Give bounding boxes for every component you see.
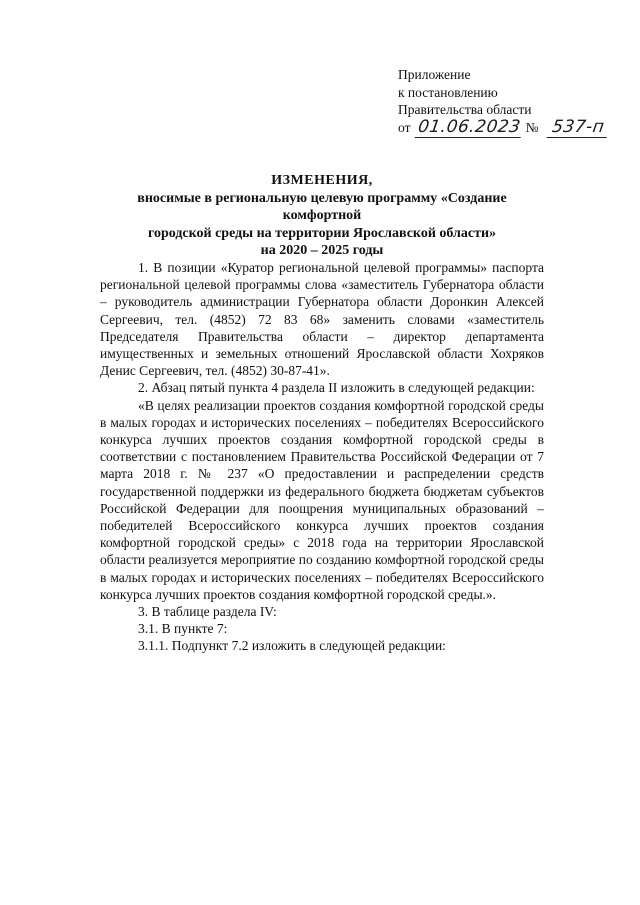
- title-line-2: вносимые в региональную целевую программу «Создание комфортной: [137, 190, 507, 223]
- date-prefix: от: [398, 119, 411, 135]
- handwritten-number: 537-п: [547, 119, 610, 138]
- paragraph-3-quote: «В целях реализации проектов создания комфортной городской среды в малых городах и исторических поселениях – победителях Всероссийского конкурса лучших проектов создания комфортной городской среды в соответствии с постановлением Правительства Российской Федерации от 7 марта 2018 г. № 237 «О предоставлении и распределении средств государственной поддержки из федерального бюджета бюджетам субъектов Российской Федерации для поощрения муниципальных образований – победителей Всероссийского конкурса лучших проектов создания комфортной городской среды» с 2018 года на территории Ярославской области реализуется мероприятие по созданию комфортной городской среды в малых городах и исторических поселениях – победителях Всероссийского конкурса лучших проектов создания комфортной городской среды.».: [100, 397, 544, 602]
- handwritten-date: 01.06.2023: [415, 119, 524, 138]
- appendix-date-line: [398, 116, 608, 138]
- document-body: [100, 259, 544, 655]
- appendix-line-1: Приложение: [398, 67, 471, 82]
- paragraph-2: 2. Абзац пятый пункта 4 раздела II изложить в следующей редакции:: [138, 380, 535, 396]
- paragraph-1: 1. В позиции «Куратор региональной целевой программы» паспорта региональной целевой программы слова «заместитель Губернатора области – руководитель администрации Губернатора области Доронкин Алексей Сергеевич, тел. (4852) 72 83 68» заменить словами «заместитель Председателя Правительства области – директор департамента имущественных и земельных отношений Ярославской области Хохряков Денис Сергеевич, тел. (4852) 30-87-41».: [100, 260, 544, 379]
- paragraph-4: 3. В таблице раздела IV:: [138, 604, 277, 620]
- document-title: [100, 172, 544, 260]
- title-main: ИЗМЕНЕНИЯ,: [271, 173, 373, 188]
- appendix-line-3: Правительства области: [398, 102, 532, 117]
- title-line-3: городской среды на территории Ярославской области»: [147, 225, 497, 241]
- paragraph-5: 3.1. В пункте 7:: [138, 621, 228, 637]
- title-line-4: на 2020 – 2025 годы: [260, 243, 384, 258]
- appendix-header: [398, 66, 608, 137]
- number-prefix: №: [525, 119, 539, 135]
- paragraph-6: 3.1.1. Подпункт 7.2 изложить в следующей редакции:: [138, 638, 446, 654]
- appendix-line-2: к постановлению: [398, 84, 498, 100]
